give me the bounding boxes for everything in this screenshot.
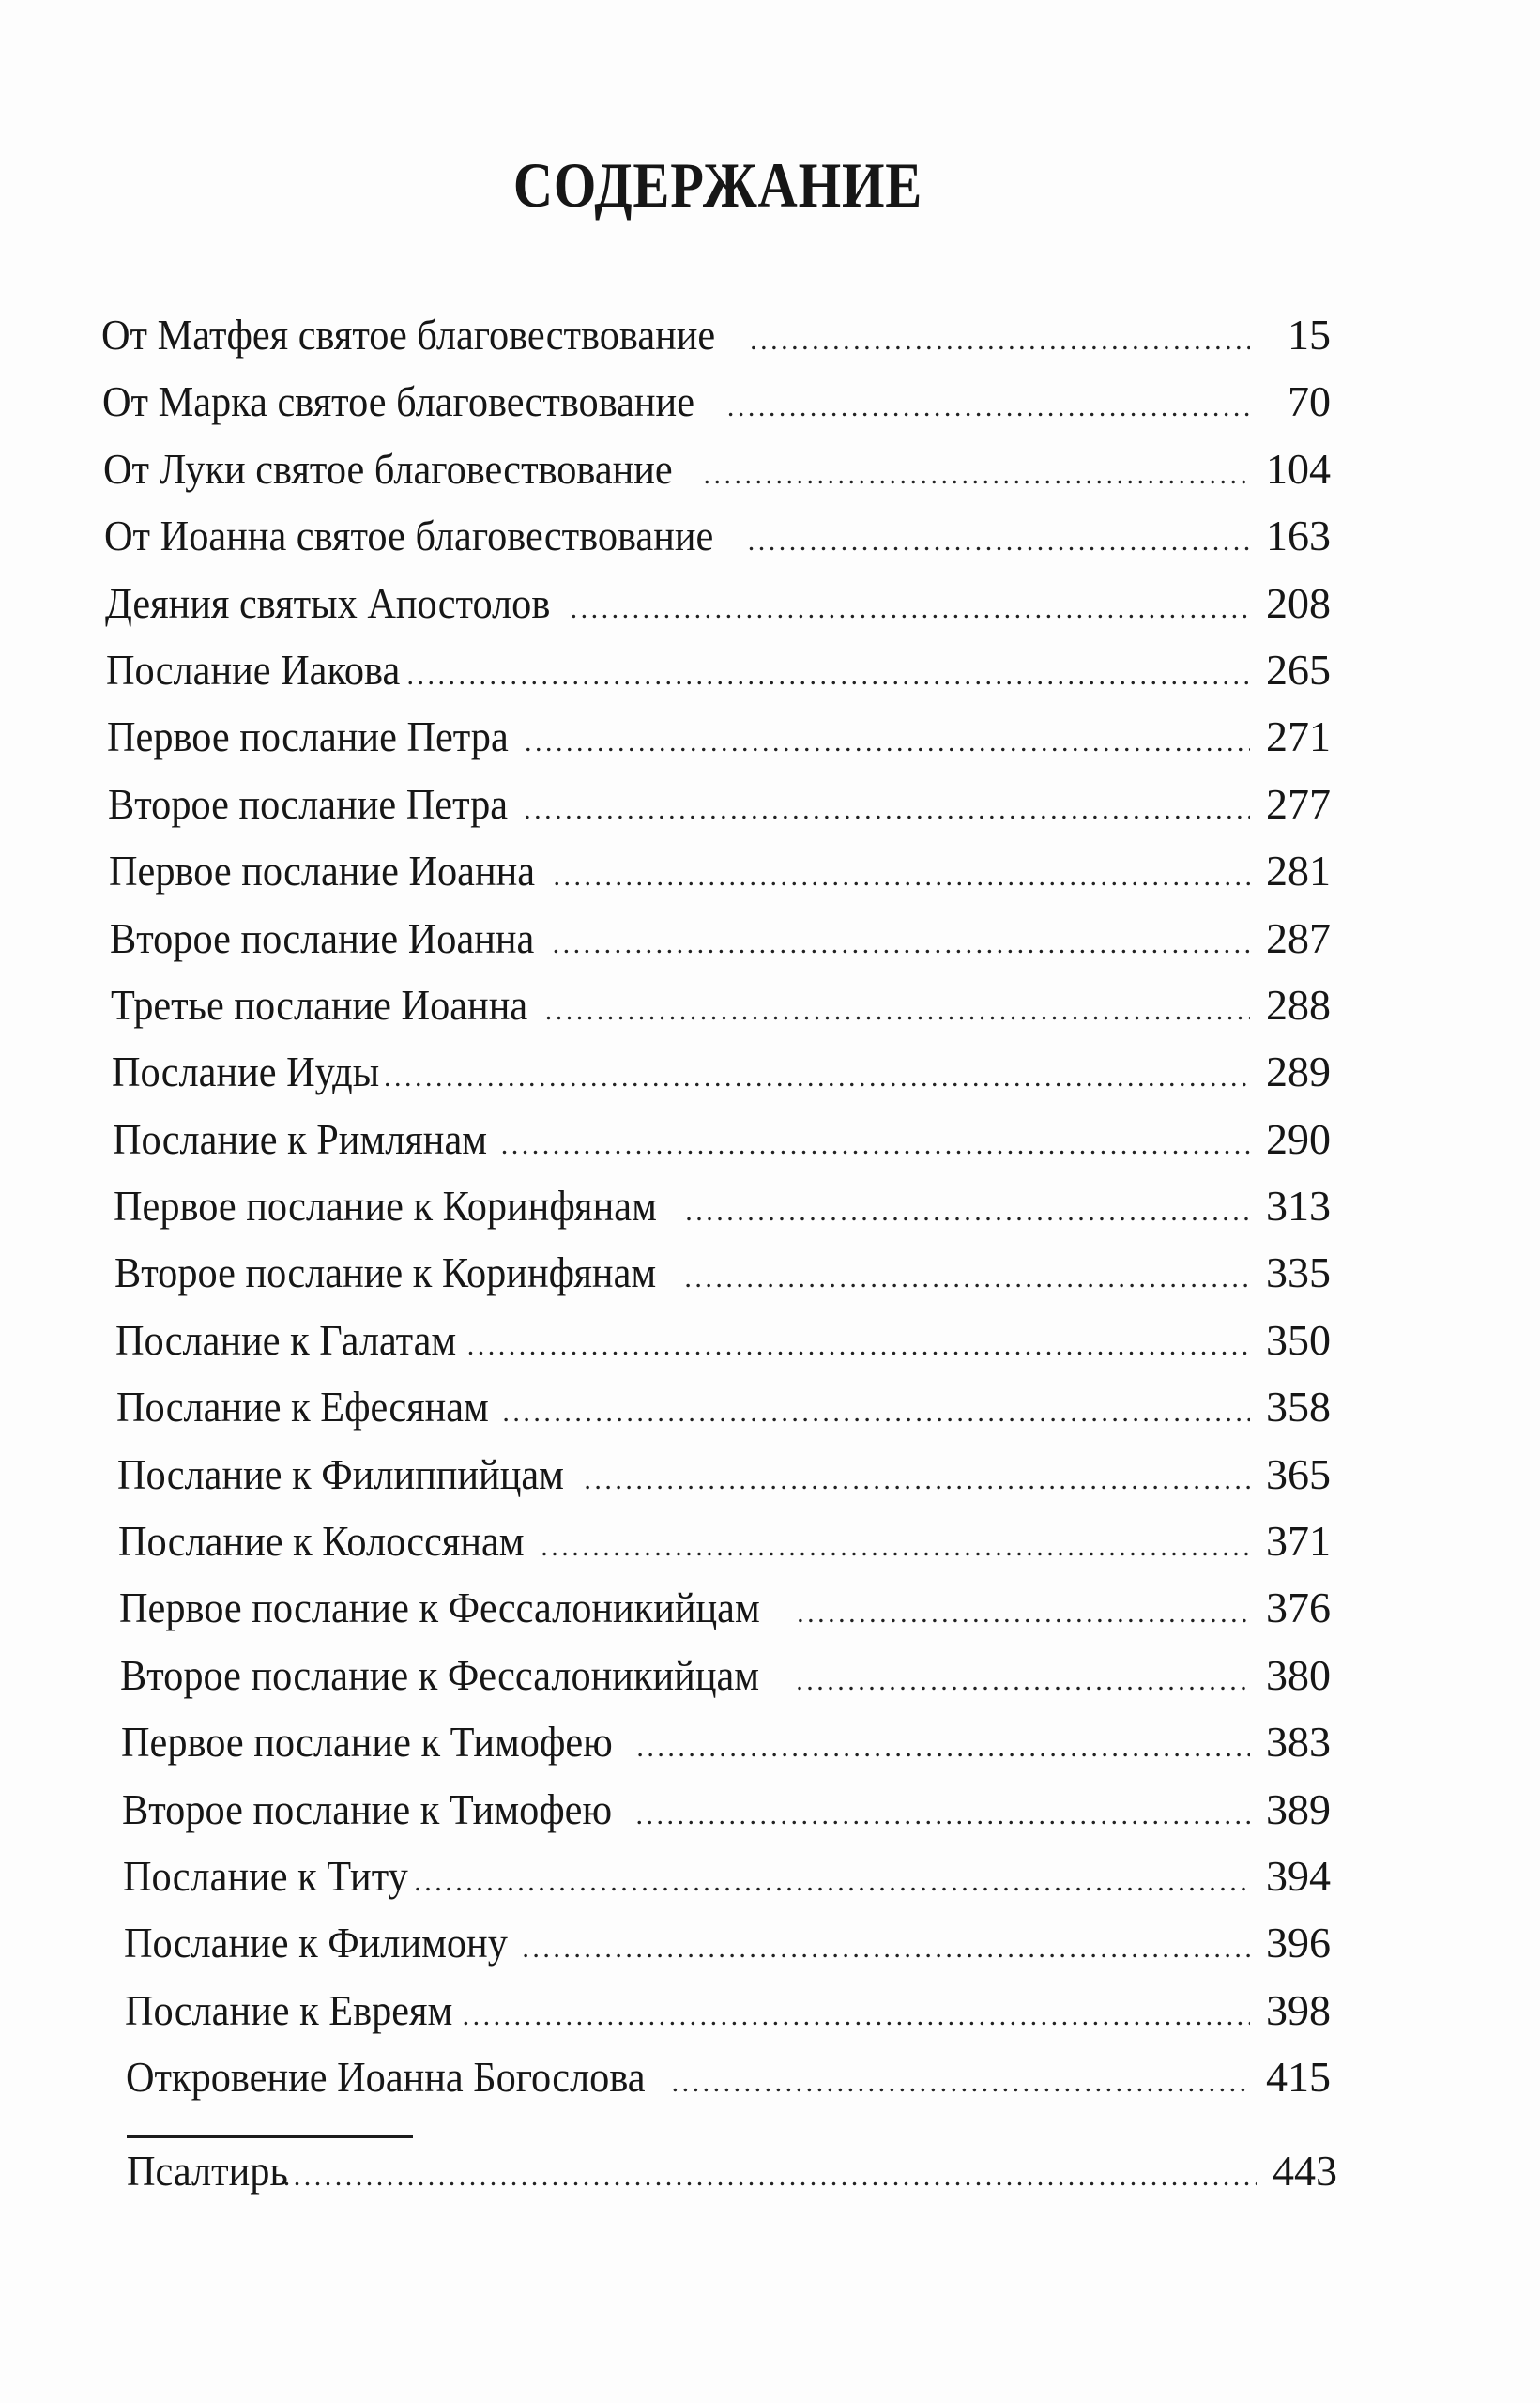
toc-entry[interactable] [111, 980, 1331, 1047]
section-divider [127, 2135, 413, 2138]
dot-leader [685, 1196, 1250, 1228]
toc-entry-title: Второе послание к Фессалоникийцам [120, 1650, 760, 1699]
toc-entry-page-number: 289 [1266, 1048, 1331, 1096]
toc-entry-page-number: 394 [1266, 1851, 1331, 1900]
toc-entry-page-number: 265 [1266, 645, 1331, 694]
appendix-contents [127, 2146, 1337, 2212]
toc-entry[interactable] [104, 511, 1331, 577]
dot-leader [463, 2000, 1250, 2032]
toc-entry-page-number: 371 [1266, 1517, 1331, 1566]
toc-entry[interactable] [119, 1583, 1331, 1649]
toc-entry[interactable] [108, 779, 1331, 846]
toc-entry-title: Псалтирь [127, 2147, 288, 2195]
dot-leader [414, 1866, 1250, 1898]
dot-leader [727, 391, 1250, 423]
toc-entry-page-number: 15 [1288, 311, 1331, 359]
toc-entry-title: Первое послание к Фессалоникийцам [119, 1584, 760, 1632]
toc-entry[interactable] [121, 1717, 1331, 1783]
toc-entry[interactable] [117, 1449, 1331, 1516]
dot-leader [384, 1062, 1250, 1094]
dot-leader [748, 526, 1250, 558]
toc-entry-page-number: 163 [1266, 512, 1331, 560]
dot-leader [553, 928, 1250, 960]
toc-entry-page-number: 277 [1266, 779, 1331, 828]
toc-entry-title: Послание к Филимону [124, 1919, 508, 1967]
dot-leader [635, 1799, 1250, 1831]
toc-entry-title: Послание к Ефесянам [116, 1383, 489, 1431]
toc-entry-title: От Иоанна святое благовествование [104, 512, 714, 560]
toc-entry[interactable] [126, 2052, 1331, 2119]
table-of-contents [101, 310, 1331, 2120]
toc-entry-title: Послание Иуды [112, 1048, 380, 1096]
page-title: СОДЕРЖАНИЕ [512, 149, 923, 221]
toc-entry[interactable] [107, 712, 1331, 778]
toc-entry-title: Первое послание Иоанна [109, 847, 536, 895]
toc-entry-title: Первое послание к Тимофею [121, 1718, 613, 1767]
toc-entry[interactable] [106, 645, 1331, 712]
dot-leader [545, 995, 1250, 1027]
toc-entry-page-number: 389 [1266, 1784, 1331, 1833]
toc-entry-page-number: 350 [1266, 1315, 1331, 1364]
dot-leader [571, 593, 1250, 625]
toc-entry-page-number: 443 [1273, 2147, 1337, 2195]
toc-entry-page-number: 376 [1266, 1584, 1331, 1632]
toc-entry-page-number: 396 [1266, 1919, 1331, 1967]
toc-entry-page-number: 380 [1266, 1650, 1331, 1699]
dot-leader [283, 2161, 1257, 2193]
dot-leader [407, 660, 1251, 692]
toc-entry-title: От Луки святое благовествование [103, 444, 673, 493]
toc-entry-page-number: 281 [1266, 847, 1331, 895]
toc-entry-title: Второе послание к Коринфянам [114, 1248, 657, 1297]
dot-leader [522, 1933, 1250, 1965]
dot-leader [554, 861, 1250, 893]
toc-entry-title: Откровение Иоанна Богослова [126, 2053, 646, 2102]
dot-leader [703, 459, 1250, 491]
dot-leader [684, 1263, 1250, 1294]
dot-leader [796, 1665, 1250, 1697]
toc-entry-page-number: 70 [1288, 377, 1331, 426]
toc-entry-page-number: 208 [1266, 578, 1331, 627]
toc-entry[interactable] [113, 1114, 1331, 1181]
toc-entry[interactable] [110, 913, 1331, 980]
toc-entry-title: Послание к Галатам [115, 1315, 457, 1364]
toc-entry[interactable] [103, 444, 1331, 511]
toc-entry-page-number: 290 [1266, 1114, 1331, 1163]
dot-leader [584, 1464, 1250, 1496]
toc-entry-page-number: 104 [1266, 444, 1331, 493]
toc-entry[interactable] [102, 376, 1331, 443]
toc-entry-page-number: 271 [1266, 712, 1331, 761]
toc-entry[interactable] [101, 310, 1331, 376]
toc-entry-page-number: 335 [1266, 1248, 1331, 1297]
toc-entry[interactable] [116, 1382, 1331, 1448]
toc-entry-title: Послание Иакова [106, 645, 401, 694]
dot-leader [467, 1330, 1250, 1362]
toc-entry-title: Послание к Титу [123, 1851, 408, 1900]
toc-entry-page-number: 288 [1266, 980, 1331, 1029]
dot-leader [541, 1531, 1250, 1563]
toc-entry[interactable] [109, 846, 1331, 912]
dot-leader [750, 325, 1250, 357]
dot-leader [524, 794, 1250, 826]
toc-entry-title: Первое послание к Коринфянам [114, 1182, 657, 1231]
toc-entry-title: Послание к Колоссянам [118, 1517, 525, 1566]
toc-entry-title: Второе послание Петра [108, 779, 509, 828]
toc-entry-title: От Марка святое благовествование [102, 377, 694, 426]
toc-entry-title: Послание к Римлянам [113, 1114, 488, 1163]
toc-entry-page-number: 383 [1266, 1718, 1331, 1767]
toc-entry[interactable] [123, 1851, 1331, 1918]
toc-entry[interactable] [125, 1985, 1331, 2052]
toc-entry-title: Послание к Филиппийцам [117, 1449, 564, 1498]
toc-entry[interactable] [105, 578, 1331, 645]
dot-leader [636, 1732, 1250, 1764]
toc-entry-page-number: 415 [1266, 2053, 1331, 2102]
toc-entry[interactable] [122, 1784, 1331, 1851]
toc-entry-title: Третье послание Иоанна [111, 980, 528, 1029]
toc-entry-title: От Матфея святое благовествование [101, 311, 716, 359]
dot-leader [672, 2067, 1250, 2099]
toc-entry-page-number: 313 [1266, 1182, 1331, 1231]
toc-entry-page-number: 358 [1266, 1383, 1331, 1431]
toc-entry[interactable] [124, 1918, 1331, 1984]
toc-entry-page-number: 365 [1266, 1449, 1331, 1498]
toc-entry-page-number: 287 [1266, 913, 1331, 962]
toc-entry-title: Деяния святых Апостолов [105, 578, 551, 627]
toc-entry-page-number: 398 [1266, 1985, 1331, 2034]
toc-entry-title: Первое послание Петра [107, 712, 509, 761]
toc-entry[interactable] [114, 1247, 1331, 1314]
toc-entry-title: Второе послание к Тимофею [122, 1784, 613, 1833]
toc-entry-title: Второе послание Иоанна [110, 913, 535, 962]
dot-leader [502, 1397, 1250, 1429]
dot-leader [501, 1129, 1250, 1161]
toc-entry[interactable] [127, 2146, 1337, 2212]
toc-entry[interactable] [114, 1181, 1331, 1247]
toc-entry[interactable] [120, 1650, 1331, 1717]
dot-leader [525, 727, 1250, 758]
dot-leader [797, 1598, 1250, 1630]
toc-entry-title: Послание к Евреям [125, 1985, 453, 2034]
toc-entry[interactable] [118, 1516, 1331, 1583]
toc-entry[interactable] [112, 1047, 1331, 1113]
toc-entry[interactable] [115, 1315, 1331, 1382]
